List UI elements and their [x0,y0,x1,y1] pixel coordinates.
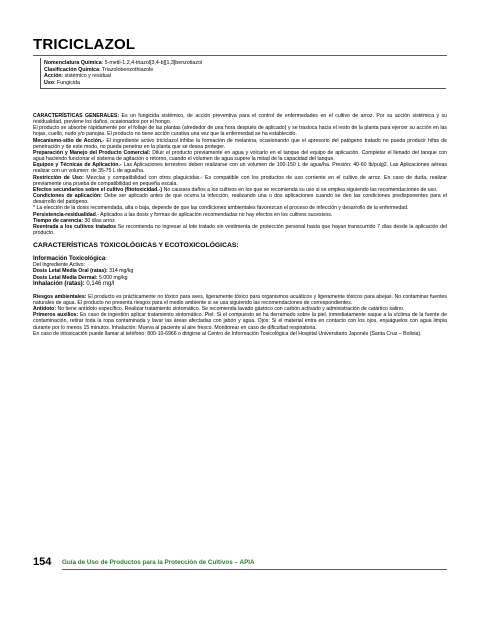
page-content [33,113,447,337]
nomenclatura-row: Nomenclatura Química: 5-metil-1,2,4-triazol[3,4-b][1,3]benzotiazol [44,60,203,66]
antidoto-paragraph: Antídoto: No tiene antídoto específico. Realizar tratamiento sintomático. Se recomienda lavado gástrico con carbón activado y administración de catártico salino. [33,306,405,313]
footer-title: Guía de Uso de Productos para la Protección de Cultivos – APIA [62,559,255,566]
dosis-oral-row: Dosis Letal Media Oral (ratas): 314 mg/kg [33,268,134,275]
product-info-box [40,58,446,89]
preparacion-paragraph: Preparación y Manejo del Producto Comercial: Diluir el producto previamente en agua y volcarlo en el tanque del equipo de aplicación. Completar el llenado del tanque con agua haciendo funcionar el sistema de agitación o retorno, cuando el volumen de agua supere la mitad de la capacidad del tanque. [33,149,447,163]
restriccion-paragraph: Restricción de Uso: Mezclas y compatibilidad con otros plaguicidas.- Es compatible con los productos de uso corriente en el cultivo de arroz. En caso de duda, realizar previamente una prueba de compatibilidad en pequeña escala. [33,174,448,187]
clasificacion-row: Clasificación Química: Triazolobenzothiazole [44,66,154,73]
efectos-paragraph: Efectos secundarios sobre el cultivo (fitotoxicidad.-) No causara daños a los cultivos en los que se recomienda su uso si se emplea siguiendo las recomendaciones de uso. [33,186,438,193]
title-rule [33,55,447,56]
equipos-paragraph: Equipos y Técnicas de Aplicación.- Las Aplicaciones terrestres deben realizarse con un volumen de 100-150 L de agua/ha. Presión: 40-60 lb/pulg2. Las Aplicaciones aéreas realizar con un volumen: de 35-75 L de agua/ha. [33,162,447,175]
accion-row: Acción: sistémico y residual [44,73,111,79]
persistencia-paragraph: Persistencia-residualidad.- Aplicados a las dosis y formas de aplicación recomendadas no hay efectos en los cultivos sucesivos. [33,211,333,218]
page-number: 154 [33,556,52,568]
primeros-auxilios-paragraph: Primeros auxilios: En caso de ingestión aplicar tratamiento sintomático. Piel: Si el compuesto se ha derramado sobre la piel, inmediatamente saque a la víctima de la fuente de contaminación, retirar toda la ropa contaminada y lavar las áreas afectadas con jabón y agua. Ojos: Si el material entra en contacto con los ojos, enjuáguelos con agua limpia durante por lo menos 15 minutos. Inhalación: Mueva al paciente al aire fresco. Monitorear en caso de dificultad respiratoria. [33,312,447,331]
eleccion-paragraph: * La elección de la dosis recomendada, alta o baja, depende de que las condiciones ambientales favorezcan el proceso de infección y desarrollo de la enfermedad. [33,205,409,212]
riesgos-paragraph: Riesgos ambientales: El producto es prácticamente no tóxico para aves, ligeramente tóxico para organismos acuáticos y ligeramente tóxicos para abejas. No contaminar fuentes naturales de agua. El producto no presenta riesgos para el medio ambiente si se usa siguiendo las recomendaciones de correspondientes. [33,293,447,306]
dosis-dermal-row: Dosis Letal Media Dermal: 5.000 mg/kg [33,274,128,281]
generales-paragraph: CARACTERÍSTICAS GENERALES: Es un fungicida sistémico, de acción preventiva para el control de enfermedades en el cultivo de arroz. Por su acción sistémica y su residualidad, previene los daños, ocasionados por el hongo. [33,113,447,126]
carencia-paragraph: Tiempo de carencia: 30 días arroz [33,217,115,224]
condiciones-paragraph: Condiciones de aplicación: Debe ser aplicado antes de que ocurra la infección, realizando una o dos aplicaciones cuando se den las condiciones predisponentes para el desarrollo del patógeno. [33,193,447,206]
reentrada-paragraph: Reentrada a los cultivos tratados Se recomienda no ingresar al lote tratado sin vestimenta de protección personal hasta que hayan transcurrido 7 días desde la aplicación del producto. [33,223,447,236]
ingrediente-activo-label: Del Ingrediente Activo: [33,262,85,269]
mecanismo-paragraph: Mecanismo-sitio de Acción.- El ingrediente activo triciclazol inhibe la formación de melanina, ocasionando que el apresorio del patógeno tratado no pueda producir hifas de penetración y de este modo, no pueda penetrar en la planta que se desea proteger. [33,137,447,150]
toxicologicas-heading: CARACTERÍSTICAS TOXICOLÓGICAS Y ECOTOXICOLÓGICAS: [33,242,239,250]
uso-row: Uso: Fungicida [44,79,80,86]
page-title: TRICICLAZOL [33,36,136,53]
intoxicacion-paragraph: En caso de intoxicación puede llamar al teléfono: 800-10-6966 o dirigirse al Centro de Información Toxicológica del Hospital Universitario Japonés (Santa Cruz – Bolivia). [33,330,422,337]
inhalacion-row: Inhalación (ratas): 0,146 mg/l [33,280,115,287]
absorcion-paragraph: El producto se absorbe rápidamente por el follaje de las plantas (alrededor de una hora después de aplicado) y se trasloca hacia el resto de la planta para ejercer su acción en las hojas, cuello, nudo y/o panojas. El producto no tiene acción curativa una vez que la enfermedad se ha establecido. [33,125,447,138]
info-toxicologica-label: Información Toxicológica: [33,256,107,263]
footer-rule [62,569,447,570]
